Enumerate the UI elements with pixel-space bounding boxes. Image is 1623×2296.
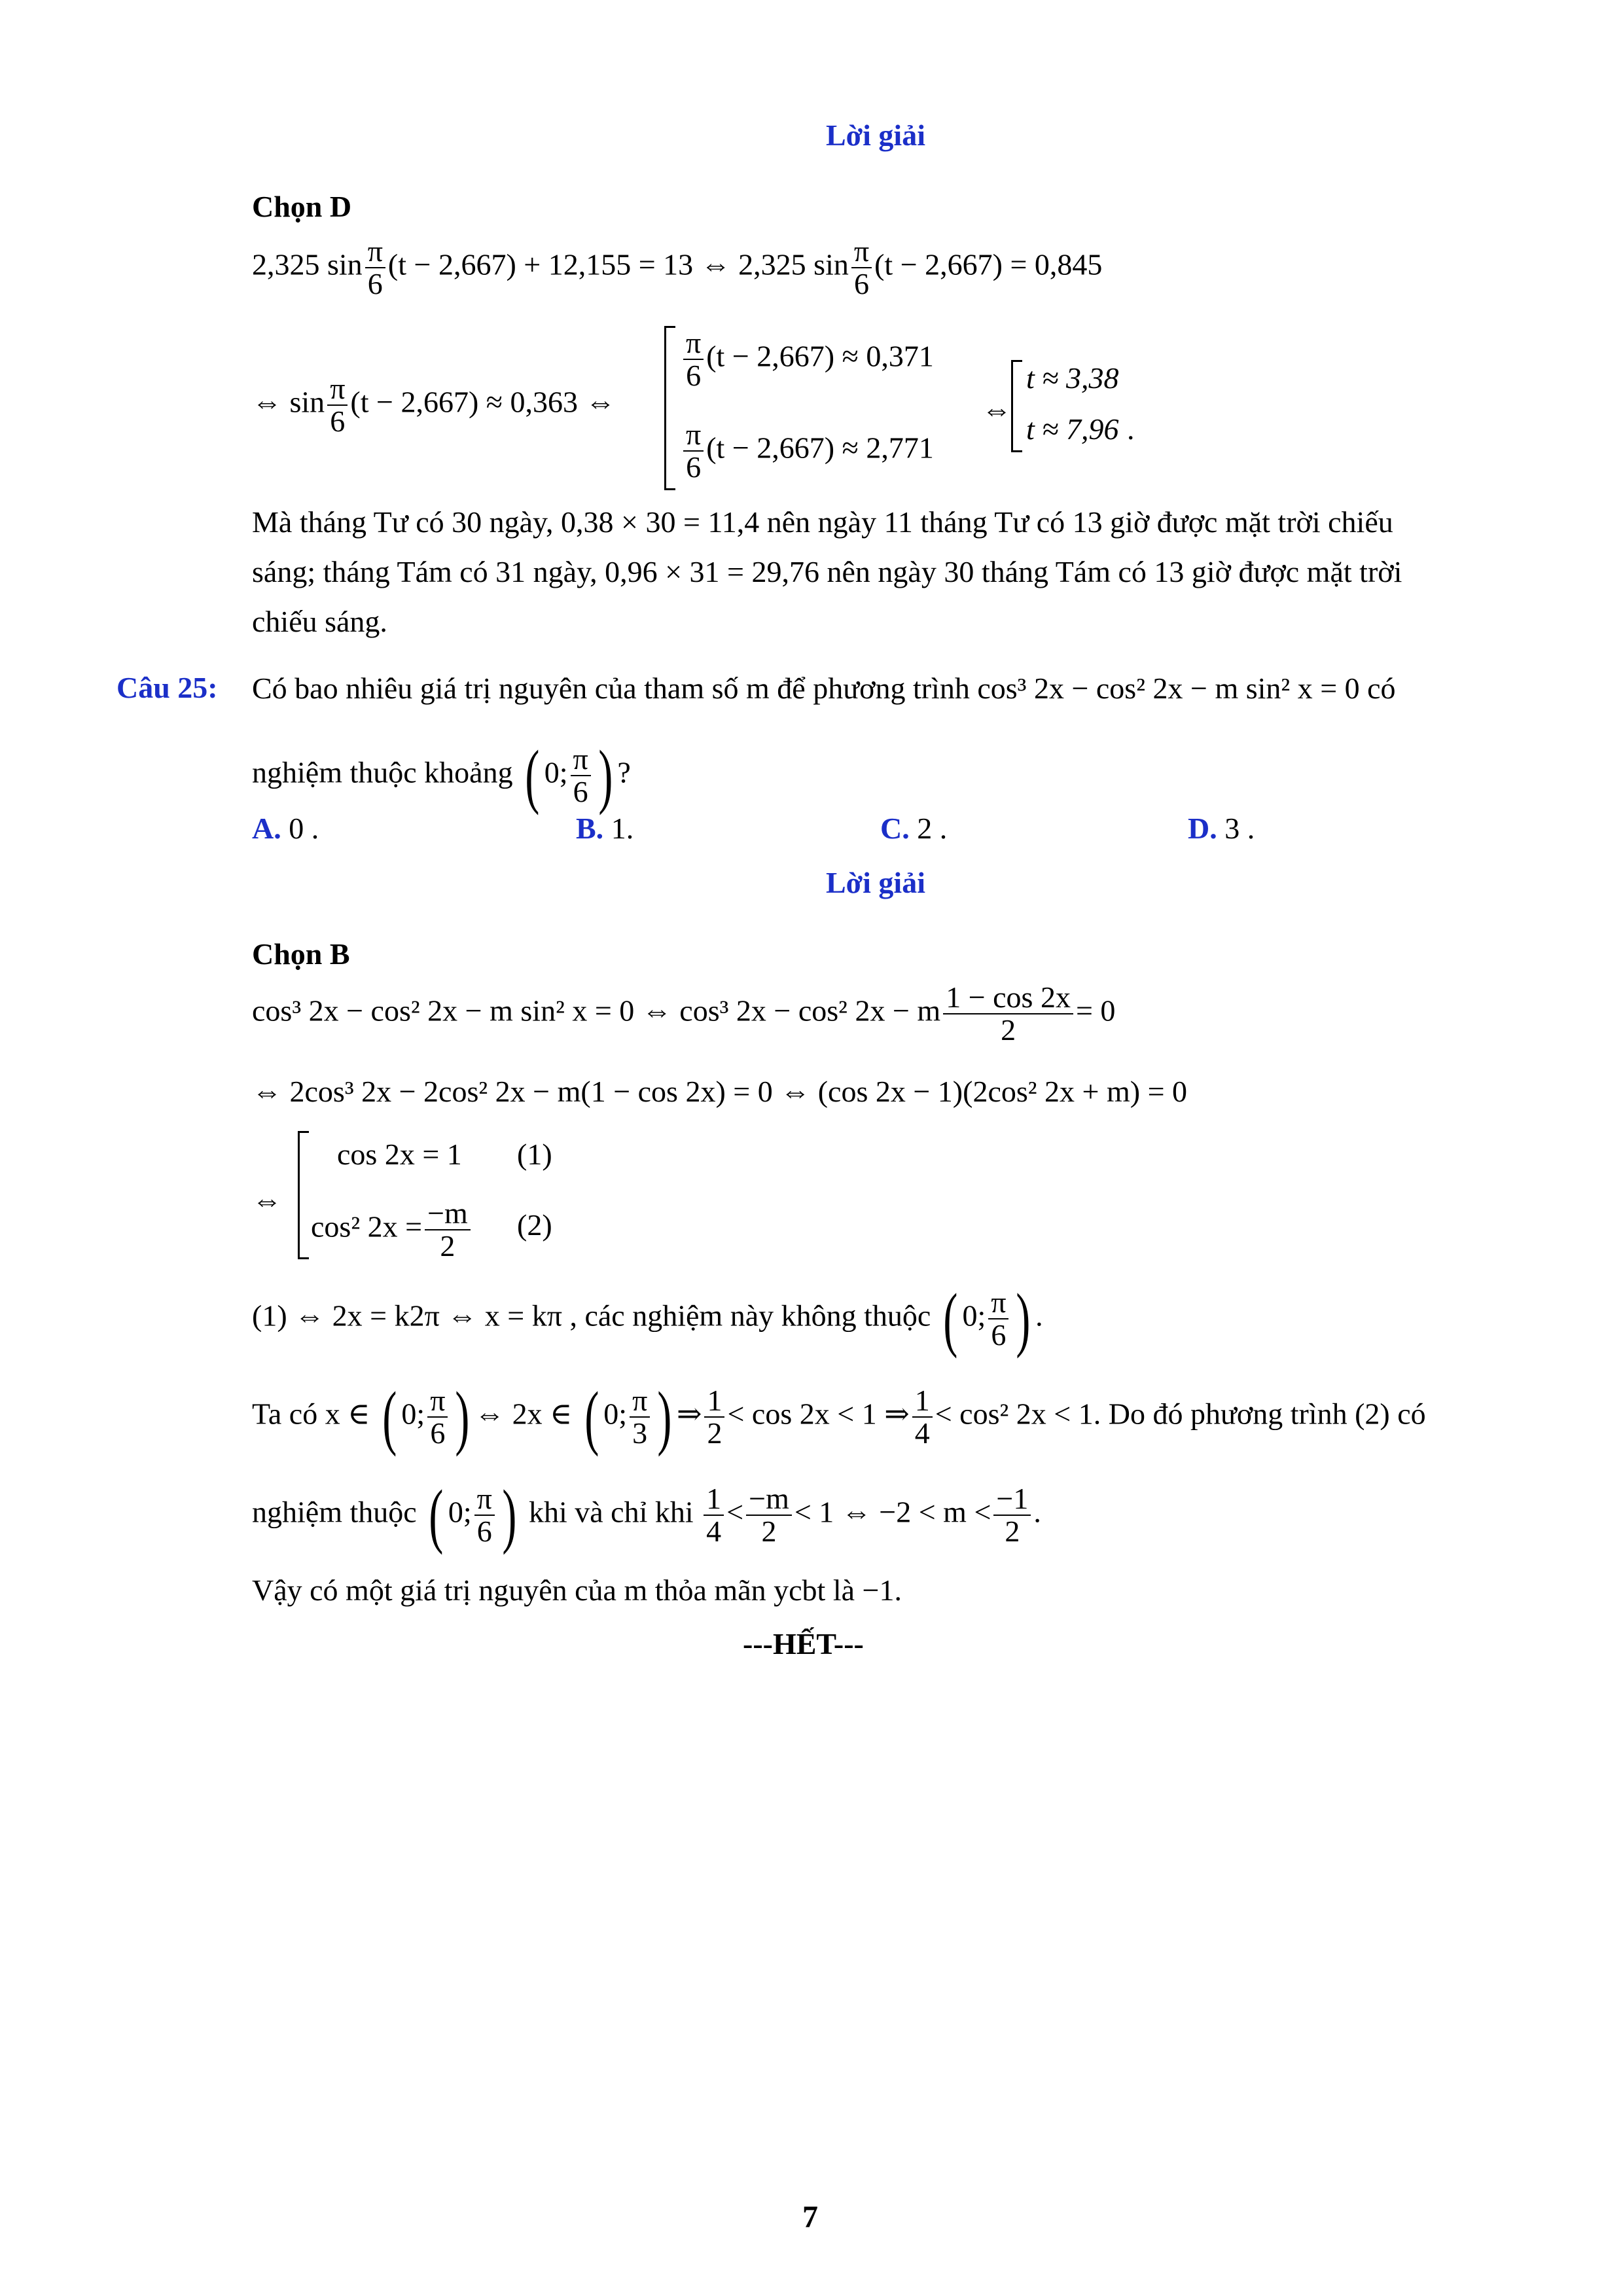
implies-arrow: ⇔	[982, 393, 1012, 426]
fraction-pi-6: $\frac{\pi}{6}$	[851, 236, 872, 300]
equation-line-2-left: ⇔ sin $\frac{\pi}{6}$ (t − 2,667) ≈ 0,363 ⇔	[252, 372, 616, 438]
equivalence-arrow: ⇔	[252, 1183, 282, 1217]
option-c: C. 2 .	[880, 812, 948, 845]
document-page: Lời giải Chọn D 2,325 sin $\frac{\pi}{6}$ (t − 2,667) + 12,155 = 13 ⇔ 2,325 sin $\frac{\pi}{6}$ (t − 2,667) = 0,845 ⇔ sin $\frac{\pi}{6}$ (t − 2,667) ≈ 0,363 ⇔ $\frac{\pi}{6}$ (t − 2,667) ≈ 0,371 $\frac{\pi}{6}$ (t − 2,667) ≈ 2,771 ⇔ t ≈ 3,38 t ≈ 7,96 . Mà tháng Tư có 30 ngày, 0,38 × 30 = 11,4 nên ngày 11 tháng Tư có 13 giờ được mặt trời chiếu sáng; tháng Tám có 31 ngày, 0,96 × 31 = 29,76 nên ngày 30 tháng Tám có 13 giờ được mặt trời chiếu sáng. Câu 25: Có bao nhiêu giá trị nguyên của tham số m để phương trình cos³ 2x − cos² 2x − m sin² x = 0 có nghiệm thuộc khoảng ( 0; $\frac{\pi}{6}$ ) ? A. 0 . B. 1. C. 2 . D. 3 . Lời giải Chọn B cos³ 2x − cos² 2x − m sin² x = 0 ⇔ cos³ 2x − cos² 2x − m $\frac{1 - \cos 2x}{2}$ = 0 ⇔ 2cos³ 2x − 2cos² 2x − m(1 − cos 2x) = 0 ⇔ (cos 2x − 1)(2cos² 2x + m) = 0 ⇔ cos 2x = 1 (1) cos² 2x = $\frac{-m}{2}$ (2) (1) ⇔ 2x = k2π ⇔ x = kπ , các nghiệm này không thuộc ( 0; $\frac{\pi}{6}$ ) . Ta có x ∈ ( 0; $\frac{\pi}{6}$ ) ⇔ 2x ∈ ( 0; $\frac{\pi}{3}$ ) ⇒ $\frac{1}{2}$ < cos 2x < 1 ⇒ $\frac{1}{4}$ < cos² 2x < 1. Do đó phương trình (2) có nghiệm thuộc ( 0; $\frac{\pi}{6}$ ) khi và chỉ khi $\frac{1}{4}$ < $\frac{-m}{2}$ < 1 ⇔ −2 < m < $\frac{-1}{2}$ . Vậy có một giá trị nguyên của m thỏa mãn ycbt là −1. ---HẾT--- 7	[116, 118, 1426, 2234]
option-d: D. 3 .	[1188, 812, 1255, 845]
conclusion: Vậy có một giá trị nguyên của m thỏa mãn ycbt là −1.	[252, 1573, 902, 1607]
eq1-right: (t − 2,667) = 0,845	[874, 247, 1103, 281]
case-2-tag: (2)	[517, 1208, 552, 1242]
fraction-pi-6: $\frac{\pi}{6}$	[365, 236, 385, 300]
solution-step-4: (1) ⇔ 2x = k2π ⇔ x = kπ , các nghiệm này không thuộc ( 0; $\frac{\pi}{6}$ ) .	[252, 1279, 1043, 1359]
case-2: cos² 2x = $\frac{-m}{2}$	[311, 1198, 473, 1262]
paragraph-line: sáng; tháng Tám có 31 ngày, 0,96 × 31 = 29,76 nên ngày 30 tháng Tám có 13 giờ được mặt trời	[252, 555, 1402, 588]
end-marker: ---HẾT---	[743, 1627, 864, 1660]
paragraph-line: chiếu sáng.	[252, 605, 387, 638]
case-bracket	[664, 326, 675, 490]
solution-step-2: ⇔ 2cos³ 2x − 2cos² 2x − m(1 − cos 2x) = 0 ⇔ (cos 2x − 1)(2cos² 2x + m) = 0	[252, 1075, 1188, 1108]
solution-step-1: cos³ 2x − cos² 2x − m sin² x = 0 ⇔ cos³ 2x − cos² 2x − m $\frac{1 - \cos 2x}{2}$ = 0	[252, 980, 1116, 1047]
choice-label: Chọn B	[252, 937, 350, 971]
solution-step-6: nghiệm thuộc ( 0; $\frac{\pi}{6}$ ) khi và chỉ khi $\frac{1}{4}$ < $\frac{-m}{2}$ < 1 ⇔ −2 < m < $\frac{-1}{2}$ .	[252, 1475, 1041, 1555]
question-text: Có bao nhiêu giá trị nguyên của tham số m để phương trình cos³ 2x − cos² 2x − m sin² x = 0 có	[252, 672, 1396, 705]
case-bracket-t	[1011, 360, 1022, 452]
case-bracket	[298, 1131, 309, 1259]
solution-heading: Lời giải	[826, 118, 925, 152]
question-label: Câu 25:	[116, 671, 218, 704]
paragraph-line: Mà tháng Tư có 30 ngày, 0,38 × 30 = 11,4 nên ngày 11 tháng Tư có 13 giờ được mặt trời chiếu	[252, 505, 1393, 539]
choice-label: Chọn D	[252, 190, 352, 223]
eq1-left: 2,325 sin	[252, 247, 363, 281]
t-solution-1: t ≈ 3,38	[1026, 361, 1119, 395]
option-a: A. 0 .	[252, 812, 319, 845]
option-b: B. 1.	[576, 812, 634, 845]
case-1-tag: (1)	[517, 1138, 552, 1171]
eq1-mid: (t − 2,667) + 12,155 = 13 ⇔ 2,325 sin	[387, 247, 849, 281]
case-1: $\frac{\pi}{6}$ (t − 2,667) ≈ 0,371	[681, 327, 934, 391]
case-2: $\frac{\pi}{6}$ (t − 2,667) ≈ 2,771	[681, 419, 934, 483]
case-1: cos 2x = 1	[337, 1138, 462, 1171]
fraction-pi-6: $\frac{\pi}{6}$	[327, 373, 348, 437]
solution-heading: Lời giải	[826, 866, 925, 899]
question-text-line-2: nghiệm thuộc khoảng ( 0; $\frac{\pi}{6}$ ) ?	[252, 736, 631, 816]
solution-step-5: Ta có x ∈ ( 0; $\frac{\pi}{6}$ ) ⇔ 2x ∈ ( 0; $\frac{\pi}{3}$ ) ⇒ $\frac{1}{2}$ < cos 2x < 1 ⇒ $\frac{1}{4}$ < cos² 2x < 1. Do đó phương trình (2) có	[252, 1377, 1426, 1457]
t-solution-2: t ≈ 7,96	[1026, 412, 1119, 446]
equation-line-1	[252, 236, 1102, 300]
page-number: 7	[802, 2200, 818, 2234]
